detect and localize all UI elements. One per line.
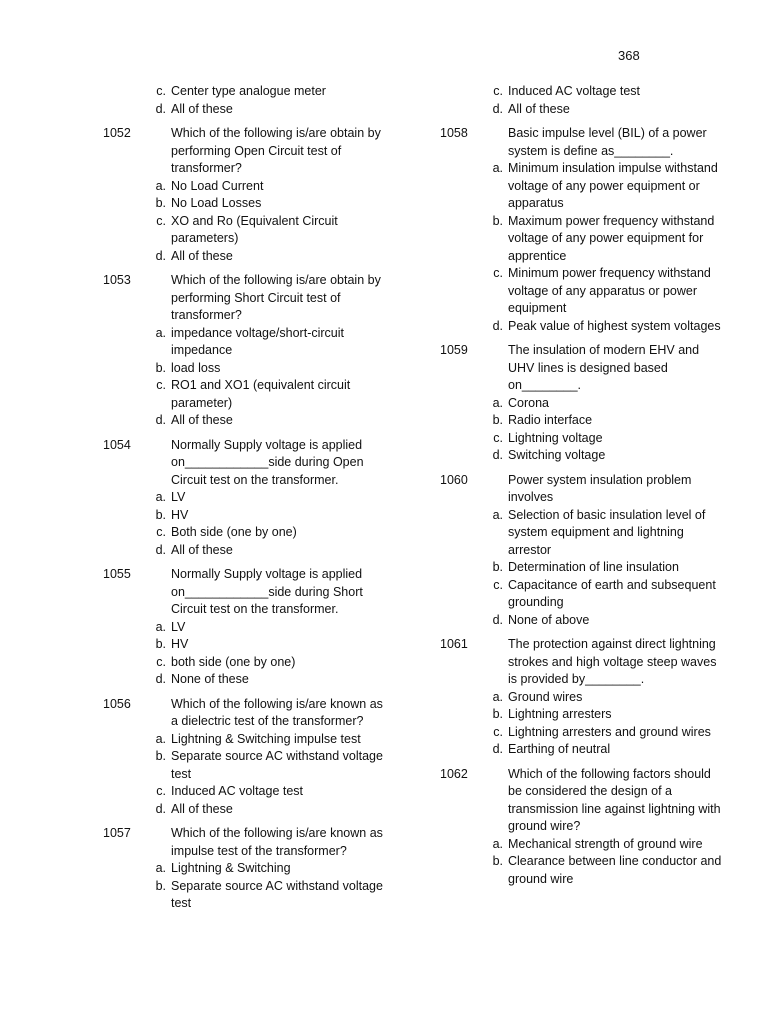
option-text: None of these [171, 672, 249, 686]
option-text: Lightning arresters [508, 707, 612, 721]
question-number: 1053 [103, 273, 131, 287]
option-label: c. [493, 430, 503, 445]
answer-option [103, 619, 388, 637]
right-column [440, 83, 725, 895]
option-text: Both side (one by one) [171, 525, 297, 539]
answer-option [440, 577, 725, 612]
question-text: Which of the following is/are obtain by performing Short Circuit test of transformer? [171, 273, 381, 322]
question-text: Basic impulse level (BIL) of a power system is define as________. [508, 126, 707, 158]
question-number: 1059 [440, 343, 468, 357]
option-label: d. [155, 801, 166, 816]
option-text: RO1 and XO1 (equivalent circuit parameter) [171, 378, 351, 410]
option-label: c. [493, 266, 503, 280]
answer-option [440, 213, 725, 266]
option-text: Separate source AC withstand voltage test [171, 749, 383, 781]
option-text: Maximum power frequency withstand voltage of any power equipment for apprentice [508, 213, 715, 263]
answer-option [440, 724, 725, 742]
option-text: Earthing of neutral [508, 742, 611, 756]
option-label: b. [155, 360, 166, 375]
option-label: c. [156, 784, 166, 798]
option-label: d. [155, 672, 166, 686]
option-text: load loss [171, 360, 221, 375]
answer-option [103, 178, 388, 196]
option-label: d. [155, 248, 166, 263]
option-text: Radio interface [508, 413, 593, 427]
option-label: a. [155, 325, 166, 340]
question-text: Normally Supply voltage is applied on____________side during Short Circuit test on the transformer. [171, 567, 363, 616]
answer-option [103, 489, 388, 507]
page-number: 368 [618, 48, 640, 63]
question-row [103, 696, 388, 731]
option-text: LV [171, 619, 186, 634]
answer-option [103, 524, 388, 542]
option-label: d. [492, 612, 503, 627]
question-row [440, 342, 725, 395]
option-text: Separate source AC withstand voltage test [171, 878, 383, 910]
option-text: Determination of line insulation [508, 560, 679, 574]
option-label: c. [493, 84, 503, 98]
question-block [440, 83, 725, 118]
option-label: c. [156, 84, 166, 98]
question-block [103, 83, 388, 118]
question-number: 1055 [103, 567, 131, 581]
option-text: Corona [508, 395, 549, 410]
question-row [103, 125, 388, 178]
option-text: Selection of basic insulation level of system equipment and lightning arrestor [508, 507, 706, 557]
option-text: Minimum insulation impulse withstand voltage of any power equipment or apparatus [508, 161, 718, 210]
answer-option [103, 542, 388, 560]
question-text: Which of the following is/are obtain by performing Open Circuit test of transformer? [171, 126, 381, 175]
answer-option [103, 507, 388, 525]
question-block [103, 566, 388, 689]
answer-option [103, 248, 388, 266]
option-text: XO and Ro (Equivalent Circuit parameters) [171, 213, 338, 245]
option-text: All of these [171, 542, 233, 557]
option-text: Lightning arresters and ground wires [508, 724, 711, 739]
answer-option [440, 430, 725, 448]
question-number: 1058 [440, 126, 468, 140]
option-label: b. [492, 560, 503, 574]
answer-option [103, 878, 388, 913]
answer-option [103, 801, 388, 819]
option-label: a. [155, 619, 166, 634]
option-label: a. [155, 490, 166, 504]
option-text: Induced AC voltage test [171, 784, 304, 798]
option-text: Peak value of highest system voltages [508, 318, 721, 333]
option-text: Center type analogue meter [171, 84, 326, 98]
option-text: All of these [171, 248, 233, 263]
option-text: All of these [171, 801, 233, 816]
question-row [103, 566, 388, 619]
answer-option [103, 377, 388, 412]
option-label: a. [155, 861, 166, 875]
option-text: Ground wires [508, 689, 583, 704]
question-number: 1052 [103, 126, 131, 140]
option-text: Capacitance of earth and subsequent grounding [508, 577, 716, 609]
option-label: a. [492, 689, 503, 704]
answer-option [103, 360, 388, 378]
option-label: c. [493, 577, 503, 592]
option-label: b. [492, 413, 503, 427]
option-label: b. [155, 637, 166, 651]
option-label: c. [156, 525, 166, 539]
option-label: d. [155, 413, 166, 427]
option-label: a. [492, 507, 503, 522]
answer-option [440, 447, 725, 465]
option-text: impedance voltage/short-circuit impedance [171, 325, 344, 357]
answer-option [440, 741, 725, 759]
answer-option [440, 412, 725, 430]
answer-option [440, 265, 725, 318]
option-label: a. [155, 178, 166, 193]
answer-option [103, 101, 388, 119]
option-text: Lightning & Switching [171, 861, 291, 875]
answer-option [440, 706, 725, 724]
question-number: 1061 [440, 637, 468, 651]
answer-option [440, 559, 725, 577]
answer-option [103, 325, 388, 360]
question-block [103, 825, 388, 913]
question-text: Normally Supply voltage is applied on____________side during Open Circuit test on the transformer. [171, 437, 364, 487]
option-label: d. [492, 742, 503, 756]
question-text: Power system insulation problem involves [508, 472, 692, 504]
option-label: a. [492, 836, 503, 851]
answer-option [103, 213, 388, 248]
option-text: Lightning & Switching impulse test [171, 731, 361, 746]
question-block [440, 342, 725, 465]
option-label: b. [492, 707, 503, 721]
option-text: Induced AC voltage test [508, 84, 641, 98]
answer-option [103, 860, 388, 878]
answer-option [103, 83, 388, 101]
option-label: d. [492, 318, 503, 333]
answer-option [103, 671, 388, 689]
question-block [440, 766, 725, 889]
answer-option [440, 160, 725, 213]
option-text: HV [171, 637, 189, 651]
option-label: c. [156, 213, 166, 228]
question-block [103, 696, 388, 819]
option-label: c. [156, 654, 166, 669]
option-label: d. [492, 448, 503, 462]
option-label: b. [155, 507, 166, 522]
option-label: c. [493, 724, 503, 739]
option-label: b. [155, 749, 166, 763]
answer-option [440, 853, 725, 888]
option-text: Mechanical strength of ground wire [508, 836, 703, 851]
option-label: a. [155, 731, 166, 746]
question-block [440, 472, 725, 630]
question-block [440, 125, 725, 335]
option-text: All of these [508, 101, 570, 116]
answer-option [103, 195, 388, 213]
option-text: No Load Current [171, 178, 264, 193]
question-text: Which of the following factors should be considered the design of a transmission line against lightning with ground wire? [508, 766, 721, 833]
option-text: All of these [171, 101, 233, 116]
option-label: d. [155, 101, 166, 116]
option-text: Lightning voltage [508, 430, 603, 445]
answer-option [440, 612, 725, 630]
option-label: d. [492, 101, 503, 116]
question-row [440, 472, 725, 507]
answer-option [440, 83, 725, 101]
question-row [103, 437, 388, 490]
answer-option [440, 101, 725, 119]
option-label: b. [492, 854, 503, 868]
question-text: Which of the following is/are known as impulse test of the transformer? [171, 826, 383, 858]
question-row [103, 272, 388, 325]
question-number: 1054 [103, 437, 131, 452]
answer-option [440, 395, 725, 413]
question-text: Which of the following is/are known as a dielectric test of the transformer? [171, 696, 383, 728]
option-text: HV [171, 507, 189, 522]
answer-option [440, 318, 725, 336]
question-row [440, 766, 725, 836]
option-text: Clearance between line conductor and ground wire [508, 854, 722, 886]
option-text: No Load Losses [171, 196, 262, 210]
answer-option [103, 412, 388, 430]
answer-option [103, 731, 388, 749]
question-row [103, 825, 388, 860]
answer-option [103, 783, 388, 801]
question-text: The protection against direct lightning strokes and high voltage steep waves is provided by________. [508, 637, 717, 686]
question-block [440, 636, 725, 759]
option-label: c. [156, 378, 166, 392]
question-block [103, 125, 388, 265]
option-label: b. [155, 878, 166, 893]
option-text: All of these [171, 413, 233, 427]
question-text: The insulation of modern EHV and UHV lines is designed based on________. [508, 343, 700, 392]
answer-option [103, 636, 388, 654]
option-label: b. [492, 213, 503, 228]
option-text: LV [171, 490, 186, 504]
option-label: d. [155, 542, 166, 557]
question-block [103, 437, 388, 560]
answer-option [103, 654, 388, 672]
question-block [103, 272, 388, 430]
option-text: both side (one by one) [171, 654, 296, 669]
question-row [440, 636, 725, 689]
option-label: a. [492, 395, 503, 410]
question-number: 1056 [103, 696, 131, 711]
option-label: b. [155, 196, 166, 210]
answer-option [440, 836, 725, 854]
answer-option [103, 748, 388, 783]
option-text: Switching voltage [508, 448, 606, 462]
question-number: 1062 [440, 766, 468, 781]
question-number: 1060 [440, 472, 468, 487]
answer-option [440, 689, 725, 707]
question-row [440, 125, 725, 160]
answer-option [440, 507, 725, 560]
option-text: None of above [508, 612, 590, 627]
left-column [103, 83, 388, 920]
option-text: Minimum power frequency withstand voltage of any apparatus or power equipment [508, 266, 711, 315]
option-label: a. [492, 161, 503, 175]
question-number: 1057 [103, 826, 131, 840]
